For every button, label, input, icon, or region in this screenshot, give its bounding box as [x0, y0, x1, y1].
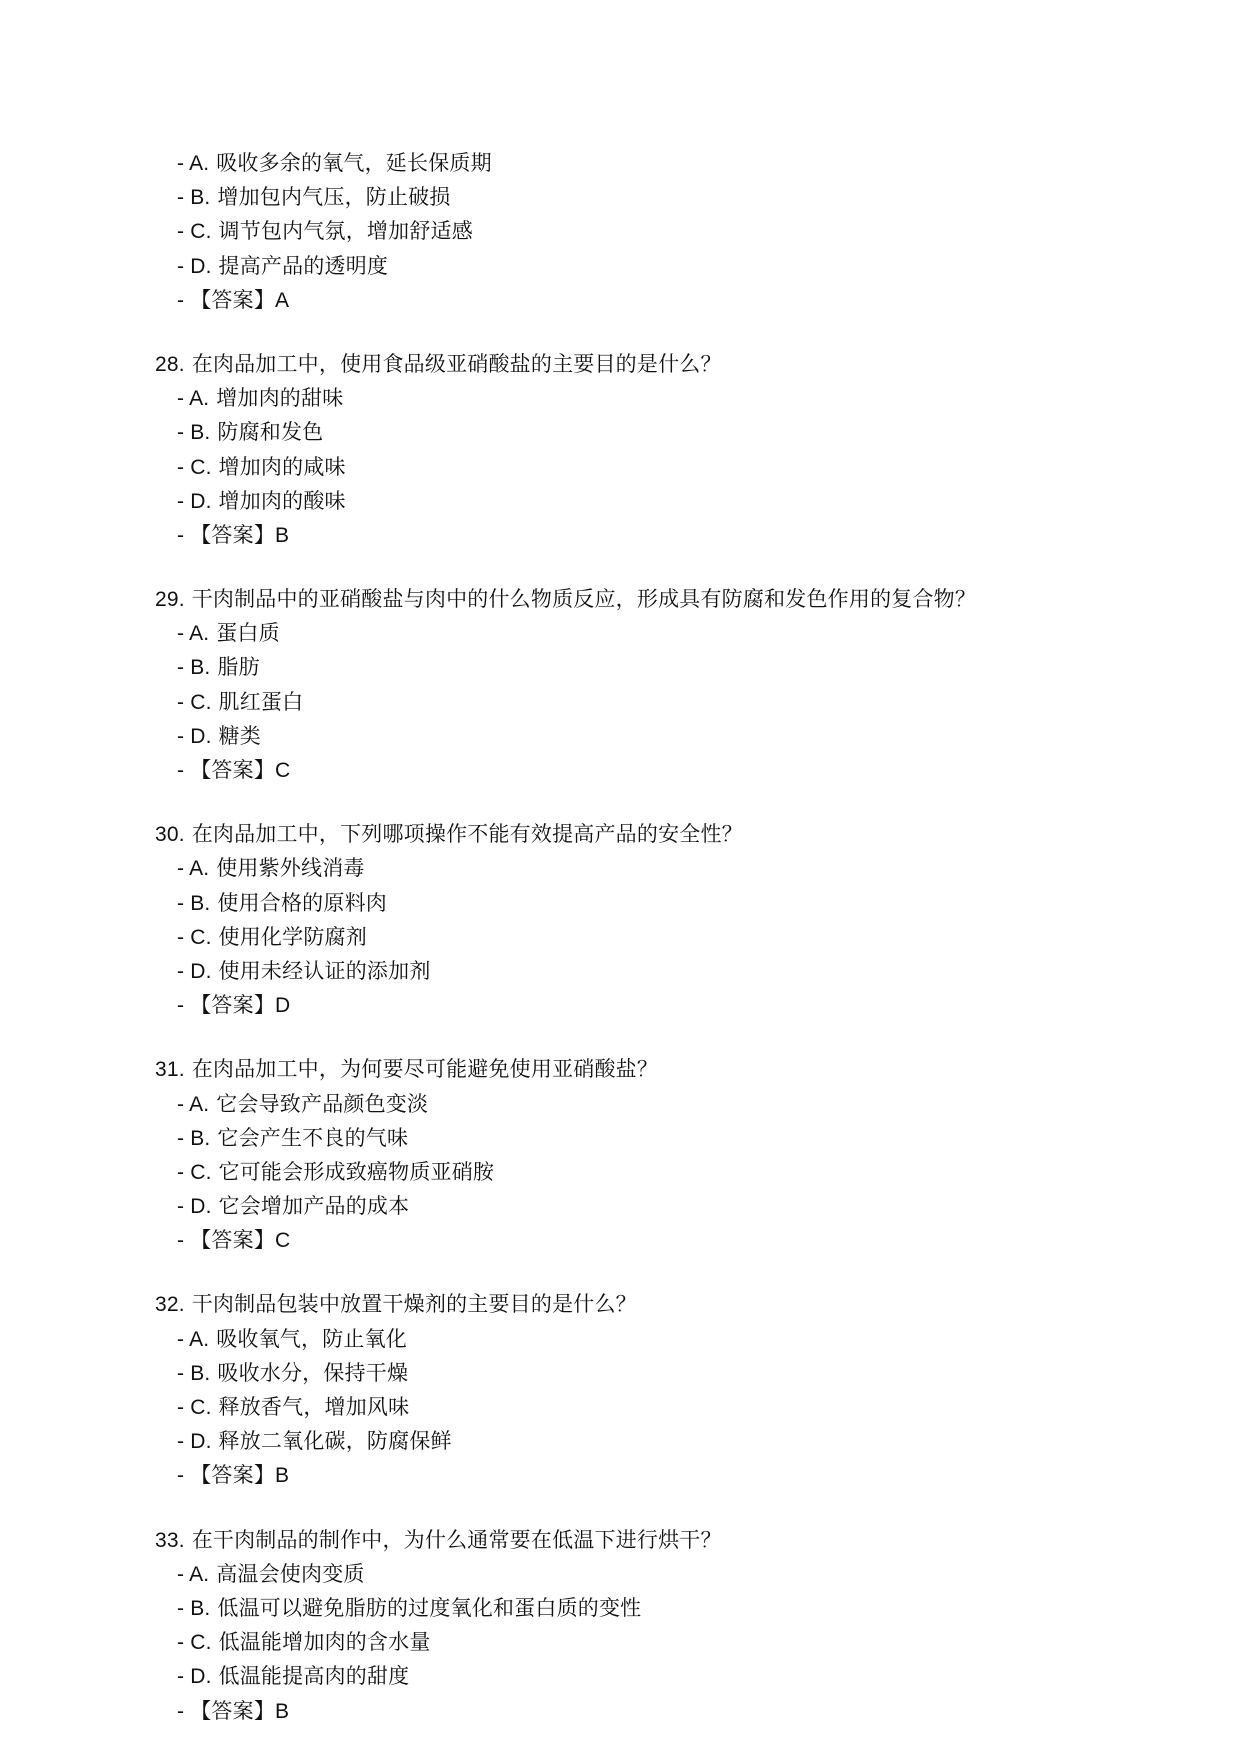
option-prefix: - C.: [177, 220, 212, 244]
option-line: [155, 685, 1135, 719]
question-line: [155, 1523, 1135, 1557]
option-text: 吸收氧气，防止氧化: [216, 1326, 408, 1351]
option-prefix: - D.: [177, 1430, 212, 1454]
question-number: 29.: [155, 588, 185, 612]
option-line: [155, 1591, 1135, 1625]
option-prefix: - D.: [177, 959, 212, 983]
option-prefix: - C.: [177, 1160, 212, 1184]
question-spacer: [155, 1022, 1135, 1052]
answer-prefix: -: [177, 1464, 191, 1488]
option-text: 蛋白质: [216, 621, 280, 646]
option-text: 它会导致产品颜色变淡: [216, 1091, 429, 1116]
question-block: [155, 1052, 1135, 1257]
option-line: [155, 180, 1135, 214]
question-block: [155, 347, 1135, 552]
answer-label: 【答案】: [190, 1228, 276, 1253]
answer-value: B: [275, 1464, 290, 1488]
option-prefix: - A.: [177, 1092, 210, 1116]
answer-line: [155, 283, 1135, 317]
option-line: [155, 650, 1135, 684]
option-line: [155, 1155, 1135, 1189]
option-line: [155, 920, 1135, 954]
option-text: 糖类: [218, 723, 261, 748]
answer-label: 【答案】: [190, 1463, 276, 1488]
option-text: 防腐和发色: [217, 420, 324, 445]
option-prefix: - C.: [177, 690, 212, 714]
option-text: 吸收水分，保持干燥: [217, 1360, 409, 1385]
option-prefix: - D.: [177, 1195, 212, 1219]
option-text: 使用紫外线消毒: [216, 856, 365, 881]
answer-line: [155, 753, 1135, 787]
option-text: 增加肉的酸味: [218, 488, 346, 513]
option-prefix: - D.: [177, 724, 212, 748]
option-text: 低温能提高肉的甜度: [218, 1664, 410, 1689]
question-text: 在肉品加工中，为何要尽可能避免使用亚硝酸盐？: [191, 1057, 659, 1082]
question-text: 干肉制品包装中放置干燥剂的主要目的是什么？: [191, 1292, 637, 1317]
option-line: [155, 1087, 1135, 1121]
option-line: [155, 616, 1135, 650]
questions-container: [155, 317, 1135, 1728]
option-text: 它可能会形成致癌物质亚硝胺: [218, 1159, 495, 1184]
answer-label: 【答案】: [190, 522, 276, 547]
option-prefix: - A.: [177, 1327, 210, 1351]
answer-label: 【答案】: [190, 758, 276, 782]
question-block: [155, 1523, 1135, 1728]
question-number: 30.: [155, 823, 185, 847]
option-line: [155, 1390, 1135, 1424]
option-prefix: - C.: [177, 925, 212, 949]
option-line: [155, 1424, 1135, 1458]
answer-line: [155, 1223, 1135, 1257]
question-block: [155, 1287, 1135, 1492]
option-text: 它会产生不良的气味: [217, 1125, 409, 1150]
option-text: 它会增加产品的成本: [218, 1194, 410, 1219]
question-list: [155, 146, 1135, 1728]
option-line: [155, 450, 1135, 484]
option-prefix: - A.: [177, 387, 210, 411]
option-line: [155, 1625, 1135, 1659]
answer-line: [155, 1458, 1135, 1492]
question-spacer: [155, 1493, 1135, 1523]
answer-prefix: -: [177, 759, 191, 782]
option-prefix: - C.: [177, 1396, 212, 1419]
answer-value: D: [275, 994, 291, 1018]
question-number: 33.: [155, 1528, 185, 1552]
option-text: 脂肪: [217, 655, 260, 680]
option-line: [155, 954, 1135, 988]
option-line: [155, 484, 1135, 518]
intro-block: [155, 146, 1135, 317]
option-text: 增加肉的甜味: [216, 386, 344, 411]
option-prefix: - D.: [177, 1665, 212, 1689]
answer-value: C: [275, 759, 291, 782]
question-text: 在干肉制品的制作中，为什么通常要在低温下进行烘干？: [191, 1527, 722, 1552]
option-line: [155, 1557, 1135, 1591]
question-line: [155, 582, 1135, 616]
answer-line: [155, 988, 1135, 1022]
answer-value: C: [275, 1229, 291, 1253]
option-prefix: - A.: [177, 622, 210, 646]
option-prefix: - D.: [177, 254, 212, 278]
option-line: [155, 415, 1135, 449]
option-line: [155, 886, 1135, 920]
option-prefix: - B.: [177, 421, 211, 445]
option-text: 低温可以避免脂肪的过度氧化和蛋白质的变性: [217, 1595, 642, 1620]
option-text: 增加肉的咸味: [218, 454, 346, 479]
option-text: 增加包内气压，防止破损: [217, 185, 451, 210]
option-line: [155, 1121, 1135, 1155]
option-line: [155, 851, 1135, 885]
question-text: 在肉品加工中，下列哪项操作不能有效提高产品的安全性？: [191, 822, 743, 847]
question-spacer: [155, 552, 1135, 582]
question-line: [155, 1052, 1135, 1086]
answer-prefix: -: [177, 994, 191, 1018]
question-block: [155, 817, 1135, 1022]
option-prefix: - B.: [177, 891, 211, 915]
answer-value: A: [275, 288, 290, 312]
question-number: 28.: [155, 352, 185, 376]
question-number: 32.: [155, 1293, 185, 1317]
option-text: 肌红蛋白: [218, 689, 304, 714]
option-line: [155, 1356, 1135, 1390]
option-text: 释放香气，增加风味: [218, 1395, 410, 1419]
option-line: [155, 214, 1135, 248]
option-line: [155, 1659, 1135, 1693]
option-text: 使用化学防腐剂: [218, 924, 367, 949]
option-text: 提高产品的透明度: [218, 253, 389, 278]
option-text: 低温能增加肉的含水量: [218, 1630, 431, 1655]
question-block: [155, 582, 1135, 787]
option-prefix: - A.: [177, 1562, 210, 1586]
question-line: [155, 347, 1135, 381]
option-line: [155, 249, 1135, 283]
option-prefix: - C.: [177, 1631, 212, 1655]
answer-prefix: -: [177, 523, 191, 547]
option-prefix: - B.: [177, 1361, 211, 1385]
option-text: 吸收多余的氧气，延长保质期: [216, 151, 492, 175]
question-spacer: [155, 787, 1135, 817]
option-text: 高温会使肉变质: [216, 1561, 365, 1586]
option-prefix: - B.: [177, 1126, 211, 1150]
answer-value: B: [275, 1699, 290, 1723]
option-prefix: - B.: [177, 656, 211, 680]
option-line: [155, 1189, 1135, 1223]
option-prefix: - B.: [177, 186, 211, 210]
option-text: 调节包内气氛，增加舒适感: [218, 219, 473, 244]
question-text: 干肉制品中的亚硝酸盐与肉中的什么物质反应，形成具有防腐和发色作用的复合物？: [191, 587, 977, 612]
answer-label: 【答案】: [190, 1698, 276, 1723]
option-text: 使用合格的原料肉: [217, 890, 387, 915]
option-line: [155, 1322, 1135, 1356]
answer-prefix: -: [177, 1699, 191, 1723]
question-line: [155, 1287, 1135, 1321]
option-line: [155, 719, 1135, 753]
question-number: 31.: [155, 1058, 185, 1082]
option-text: 释放二氧化碳，防腐保鲜: [218, 1429, 452, 1454]
question-spacer: [155, 317, 1135, 347]
answer-prefix: -: [177, 288, 191, 312]
option-line: [155, 381, 1135, 415]
answer-line: [155, 518, 1135, 552]
option-prefix: - A.: [177, 857, 210, 881]
option-prefix: - D.: [177, 489, 212, 513]
question-line: [155, 817, 1135, 851]
answer-line: [155, 1694, 1135, 1728]
question-text: 在肉品加工中，使用食品级亚硝酸盐的主要目的是什么？: [191, 351, 722, 376]
answer-label: 【答案】: [190, 993, 276, 1018]
option-prefix: - B.: [177, 1596, 211, 1620]
option-line: [155, 146, 1135, 180]
answer-prefix: -: [177, 1229, 191, 1253]
answer-label: 【答案】: [190, 287, 276, 312]
option-prefix: - A.: [177, 152, 210, 175]
question-spacer: [155, 1257, 1135, 1287]
option-text: 使用未经认证的添加剂: [218, 958, 431, 983]
option-prefix: - C.: [177, 455, 212, 479]
answer-value: B: [275, 523, 290, 547]
